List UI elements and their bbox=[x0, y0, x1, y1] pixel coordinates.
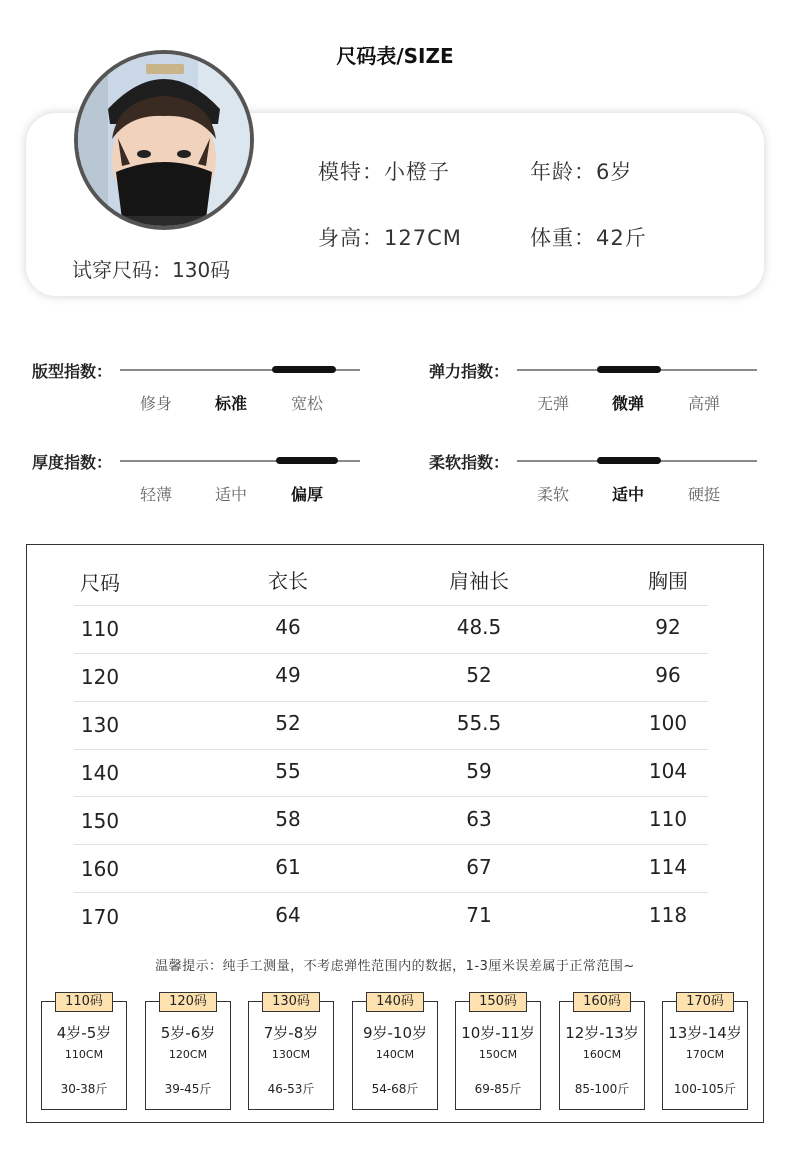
card-weight: 30-38斤 bbox=[60, 1082, 108, 1096]
cell-chest: 118 bbox=[648, 903, 688, 927]
row-divider bbox=[74, 796, 708, 797]
index-label: 柔软指数： bbox=[429, 453, 510, 472]
card-age: 13岁-14岁 bbox=[668, 1024, 742, 1042]
index-option: 高弹 bbox=[687, 394, 720, 413]
row-divider bbox=[74, 892, 708, 893]
index-indicator bbox=[597, 366, 661, 373]
row-divider bbox=[74, 749, 708, 750]
row-divider bbox=[74, 653, 708, 654]
cell-length: 61 bbox=[275, 855, 301, 879]
card-weight: 46-53斤 bbox=[267, 1082, 315, 1096]
size-card bbox=[352, 1001, 438, 1110]
size-card bbox=[559, 1001, 645, 1110]
index-option: 宽松 bbox=[290, 394, 323, 413]
cell-size: 140 bbox=[80, 761, 120, 785]
index-indicator bbox=[276, 457, 338, 464]
cell-size: 160 bbox=[80, 857, 120, 881]
size-card bbox=[145, 1001, 231, 1110]
index-label: 弹力指数： bbox=[429, 362, 510, 381]
card-height: 150CM bbox=[478, 1048, 518, 1061]
card-size-tab: 140码 bbox=[366, 992, 424, 1012]
card-weight: 69-85斤 bbox=[474, 1082, 522, 1096]
index-option-active: 微弹 bbox=[611, 394, 644, 413]
cell-size: 130 bbox=[80, 713, 120, 737]
cell-length: 52 bbox=[275, 711, 301, 735]
size-card bbox=[248, 1001, 334, 1110]
card-weight: 39-45斤 bbox=[164, 1082, 212, 1096]
row-divider bbox=[74, 701, 708, 702]
index-indicator bbox=[597, 457, 661, 464]
index-option-active: 适中 bbox=[611, 485, 644, 504]
cell-size: 150 bbox=[80, 809, 120, 833]
column-header-size: 尺码 bbox=[80, 571, 120, 595]
cell-sleeve: 48.5 bbox=[456, 615, 502, 639]
index-option: 适中 bbox=[214, 485, 247, 504]
model-name-text: 模特：小橙子 bbox=[318, 160, 450, 184]
card-age: 10岁-11岁 bbox=[461, 1024, 535, 1042]
cell-size: 170 bbox=[80, 905, 120, 929]
model-age-text: 年龄：6岁 bbox=[530, 160, 633, 184]
index-label: 厚度指数： bbox=[32, 453, 113, 472]
card-height: 120CM bbox=[168, 1048, 208, 1061]
cell-chest: 100 bbox=[648, 711, 688, 735]
card-size-tab: 150码 bbox=[469, 992, 527, 1012]
card-age: 9岁-10岁 bbox=[362, 1024, 428, 1042]
index-option: 柔软 bbox=[536, 485, 569, 504]
card-size-tab: 170码 bbox=[676, 992, 734, 1012]
card-height: 110CM bbox=[64, 1048, 104, 1061]
card-size-tab: 130码 bbox=[262, 992, 320, 1012]
fit-index-row bbox=[32, 359, 372, 413]
cell-size: 110 bbox=[80, 617, 120, 641]
size-card bbox=[41, 1001, 127, 1110]
column-header-length: 衣长 bbox=[268, 569, 308, 593]
tryon-size-text: 试穿尺码：130码 bbox=[72, 258, 231, 282]
cell-sleeve: 52 bbox=[466, 663, 492, 687]
cell-length: 55 bbox=[275, 759, 301, 783]
cell-chest: 92 bbox=[655, 615, 681, 639]
row-divider bbox=[74, 605, 708, 606]
elasticity-index-row bbox=[429, 359, 769, 413]
card-size-tab: 120码 bbox=[159, 992, 217, 1012]
size-card bbox=[455, 1001, 541, 1110]
cell-size: 120 bbox=[80, 665, 120, 689]
cell-length: 64 bbox=[275, 903, 301, 927]
card-height: 170CM bbox=[685, 1048, 725, 1061]
card-height: 140CM bbox=[375, 1048, 415, 1061]
index-option: 无弹 bbox=[536, 394, 569, 413]
card-height: 130CM bbox=[271, 1048, 311, 1061]
cell-sleeve: 55.5 bbox=[456, 711, 502, 735]
cell-chest: 110 bbox=[648, 807, 688, 831]
cell-sleeve: 71 bbox=[466, 903, 492, 927]
card-age: 5岁-6岁 bbox=[160, 1024, 216, 1042]
card-age: 12岁-13岁 bbox=[565, 1024, 639, 1042]
index-option-active: 偏厚 bbox=[290, 485, 323, 504]
model-height-text: 身高：127CM bbox=[318, 226, 462, 250]
softness-index-row bbox=[429, 450, 769, 504]
cell-length: 58 bbox=[275, 807, 301, 831]
column-header-sleeve: 肩袖长 bbox=[449, 569, 509, 593]
index-option: 硬挺 bbox=[687, 485, 720, 504]
cell-chest: 114 bbox=[648, 855, 688, 879]
index-label: 版型指数： bbox=[32, 362, 113, 381]
card-height: 160CM bbox=[582, 1048, 622, 1061]
index-indicator bbox=[272, 366, 336, 373]
index-option: 修身 bbox=[139, 394, 172, 413]
card-age: 7岁-8岁 bbox=[263, 1024, 319, 1042]
size-card bbox=[662, 1001, 748, 1110]
card-weight: 100-105斤 bbox=[673, 1082, 737, 1096]
model-avatar bbox=[74, 50, 254, 230]
index-option: 轻薄 bbox=[139, 485, 172, 504]
thickness-index-row bbox=[32, 450, 372, 504]
column-header-chest: 胸围 bbox=[648, 569, 688, 593]
card-weight: 85-100斤 bbox=[574, 1082, 630, 1096]
cell-length: 46 bbox=[275, 615, 301, 639]
card-weight: 54-68斤 bbox=[371, 1082, 419, 1096]
card-size-tab: 110码 bbox=[55, 992, 113, 1012]
index-option-active: 标准 bbox=[214, 394, 247, 413]
card-size-tab: 160码 bbox=[573, 992, 631, 1012]
cell-chest: 96 bbox=[655, 663, 681, 687]
cell-sleeve: 59 bbox=[466, 759, 492, 783]
measurement-tip: 温馨提示：纯手工测量，不考虑弹性范围内的数据，1-3厘米误差属于正常范围~ bbox=[155, 959, 635, 974]
card-age: 4岁-5岁 bbox=[56, 1024, 112, 1042]
cell-sleeve: 63 bbox=[466, 807, 492, 831]
page-title: 尺码表/SIZE bbox=[336, 44, 454, 68]
model-weight-text: 体重：42斤 bbox=[530, 226, 647, 250]
row-divider bbox=[74, 844, 708, 845]
cell-sleeve: 67 bbox=[466, 855, 492, 879]
cell-length: 49 bbox=[275, 663, 301, 687]
cell-chest: 104 bbox=[648, 759, 688, 783]
